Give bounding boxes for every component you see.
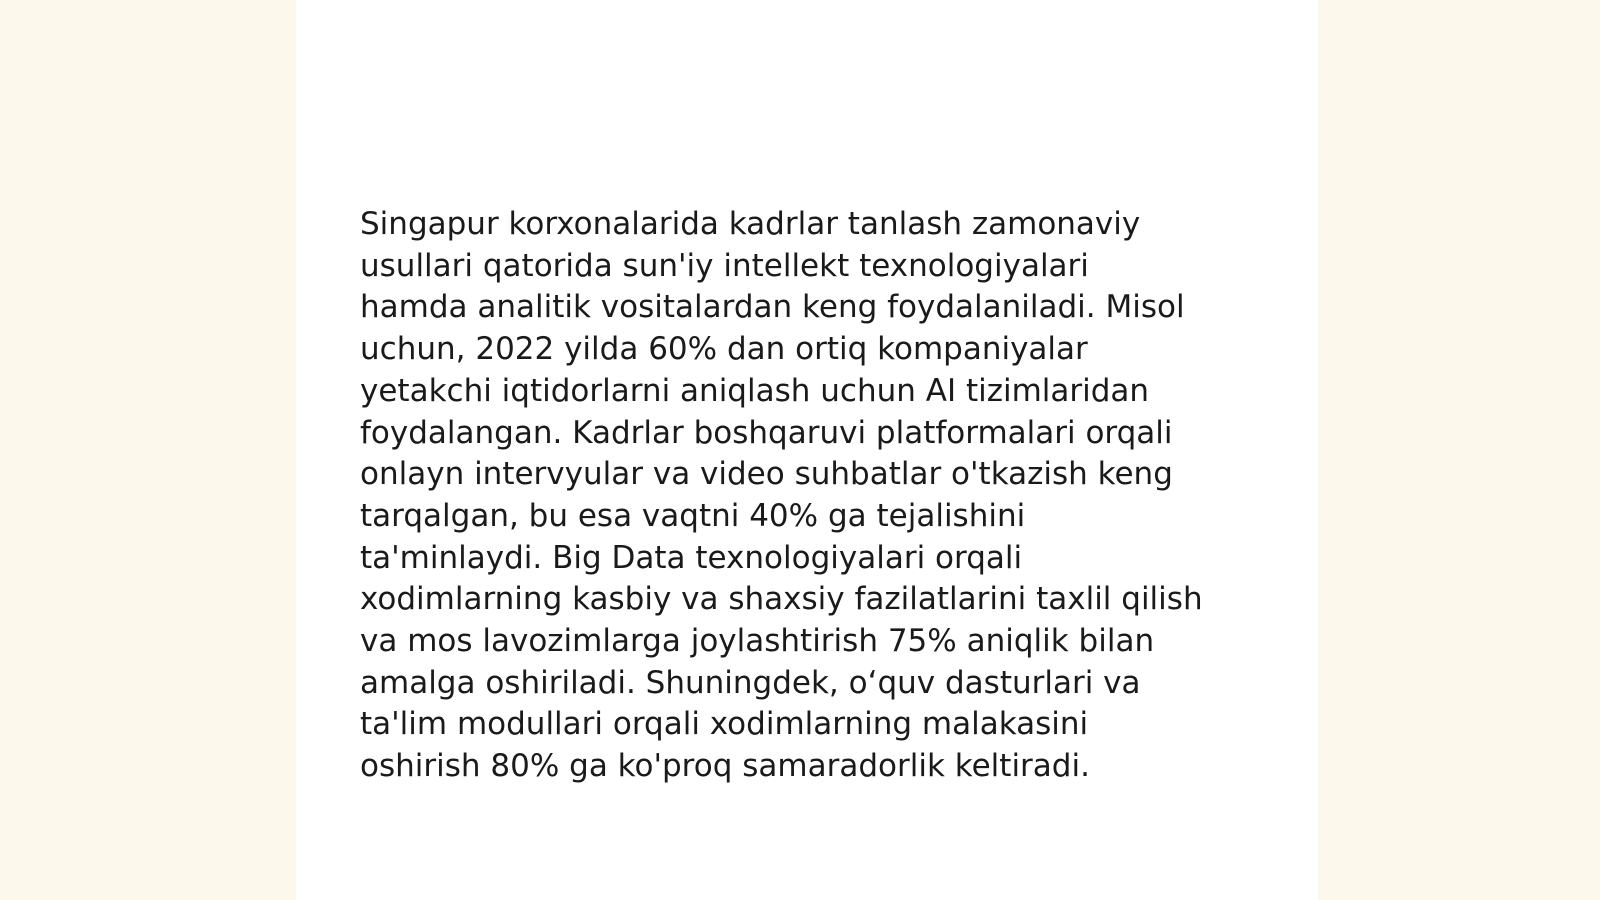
document-page [296,0,1318,900]
paragraph-line: xodimlarning kasbiy va shaxsiy fazilatlarini taxlil qilish [360,581,1203,618]
paragraph-line: amalga oshiriladi. Shuningdek, o‘quv dasturlari va [360,664,1141,701]
body-paragraph [360,204,1260,788]
paragraph-line: uchun, 2022 yilda 60% dan ortiq kompaniyalar [360,331,1088,368]
paragraph-line: hamda analitik vositalardan keng foydalaniladi. Misol [360,289,1185,326]
paragraph-line: ta'lim modullari orqali xodimlarning malakasini [360,706,1089,743]
paragraph-line: va mos lavozimlarga joylashtirish 75% aniqlik bilan [360,623,1155,660]
paragraph-line: onlayn intervyular va video suhbatlar o'tkazish keng [360,456,1173,493]
right-margin [1318,0,1600,900]
paragraph-line: ta'minlaydi. Big Data texnologiyalari orqali [360,539,1023,576]
paragraph-line: usullari qatorida sun'iy intellekt texnologiyalari [360,247,1089,284]
paragraph-line: oshirish 80% ga ko'proq samaradorlik keltiradi. [360,748,1090,785]
paragraph-line: tarqalgan, bu esa vaqtni 40% ga tejalishini [360,497,1026,534]
left-margin [0,0,296,900]
paragraph-line: foydalangan. Kadrlar boshqaruvi platformalari orqali [360,414,1173,451]
paragraph-line: Singapur korxonalarida kadrlar tanlash zamonaviy [360,206,1141,242]
paragraph-line: yetakchi iqtidorlarni aniqlash uchun AI tizimlaridan [360,372,1150,409]
